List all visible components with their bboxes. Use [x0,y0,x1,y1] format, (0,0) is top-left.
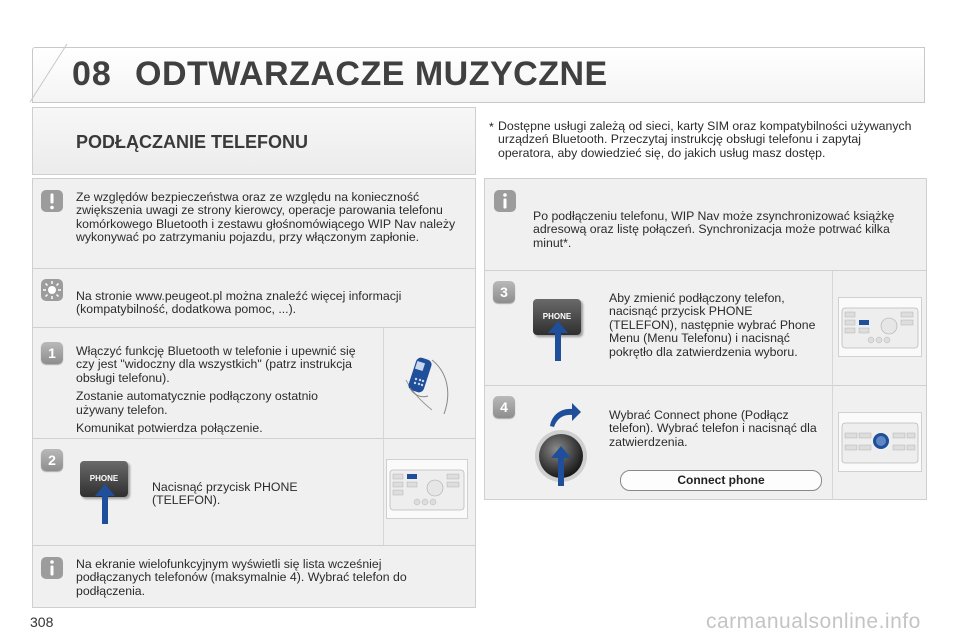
lightbulb-icon [40,278,64,302]
chapter-number: 08 [72,55,112,93]
step-3-badge: 3 [493,281,515,303]
hand-holding-phone-illustration [392,352,462,422]
divider [484,270,927,271]
info-icon [493,189,517,213]
footnote-marker: * [489,120,494,134]
arrow-up-icon [546,321,570,361]
divider [32,545,476,546]
page-number: 308 [30,614,54,630]
radio-panel-icon [387,460,467,518]
divider [383,328,384,545]
radio-panel-icon [839,413,921,471]
arrow-up-icon [549,446,573,486]
arrow-up-icon [93,484,117,524]
rotate-arrow-icon [548,400,582,428]
step-4-badge: 4 [493,396,515,418]
phone-button: PHONE [80,461,128,497]
warning-icon [40,189,64,213]
watermark: carmanualsonline.info [706,610,921,633]
step-1-badge: 1 [41,342,63,364]
radio-panel-illustration [838,297,922,357]
step-1-text [76,345,366,440]
warning-text: Ze względów bezpieczeństwa oraz ze względu na konieczność zwiększenia uwagi ze strony kierowcy, operacje parowania telefonu komórkowego Bluetooth i zestawu głośnomówiącego WIP Nav należy wykonywać po zatrzymaniu pojazdu, przy włączonym zapłonie. [76,190,456,245]
tip-text: Na stronie www.peugeot.pl można znaleźć więcej informacji (kompatybilność, dodatkowa pomoc, ...). [76,289,402,317]
section-title: PODŁĄCZANIE TELEFONU [76,132,308,152]
divider [32,327,476,328]
radio-panel-illustration [386,459,468,519]
step-3-text: Aby zmienić podłączony telefon, nacisnąć przycisk PHONE (TELEFON), następnie wybrać Phone Menu (Menu Telefonu) i nacisnąć pokrętło dla zatwierdzenia wyboru. [609,291,816,359]
connect-phone-menu-item: Connect phone [620,470,822,491]
sync-info-text: Po podłączeniu telefonu, WIP Nav może zsynchronizować książkę adresową oraz listę połączeń. Synchronizacja może potrwać kilka minut*. [533,209,895,250]
phone-button: PHONE [533,299,581,335]
info-icon [40,556,64,580]
divider [484,385,927,386]
divider [32,268,476,269]
step-2-badge: 2 [41,449,63,471]
step-1-paragraph: Włączyć funkcję Bluetooth w telefonie i upewnić się czy jest "widoczny dla wszystkich" (patrz instrukcja obsługi telefonu). [76,344,356,385]
info-text: Na ekranie wielofunkcyjnym wyświetli się lista wcześniej podłączanych telefonów (maksymalnie 4). Wybrać telefon do podłączenia. [76,557,407,598]
step-4-text: Wybrać Connect phone (Podłącz telefon). Wybrać telefon i nacisnąć dla zatwierdzenia. [609,408,817,449]
step-2-text: Nacisnąć przycisk PHONE (TELEFON). [152,480,298,508]
step-1-paragraph: Zostanie automatycznie podłączony ostatnio używany telefon. [76,389,318,417]
footnote-text: Dostępne usługi zależą od sieci, karty SIM oraz kompatybilności używanych urządzeń Bluetooth. Przeczytaj instrukcję obsługi telefonu i zapytaj operatora, aby dowiedzieć się, do jakich usług masz dostęp. [498,119,912,160]
chapter-title: ODTWARZACZE MUZYCZNE [135,55,608,93]
divider [832,271,833,500]
radio-panel-icon [839,298,921,356]
section-title-panel [32,107,476,175]
radio-panel-illustration [838,412,922,472]
step-1-paragraph: Komunikat potwierdza połączenie. [76,421,263,436]
